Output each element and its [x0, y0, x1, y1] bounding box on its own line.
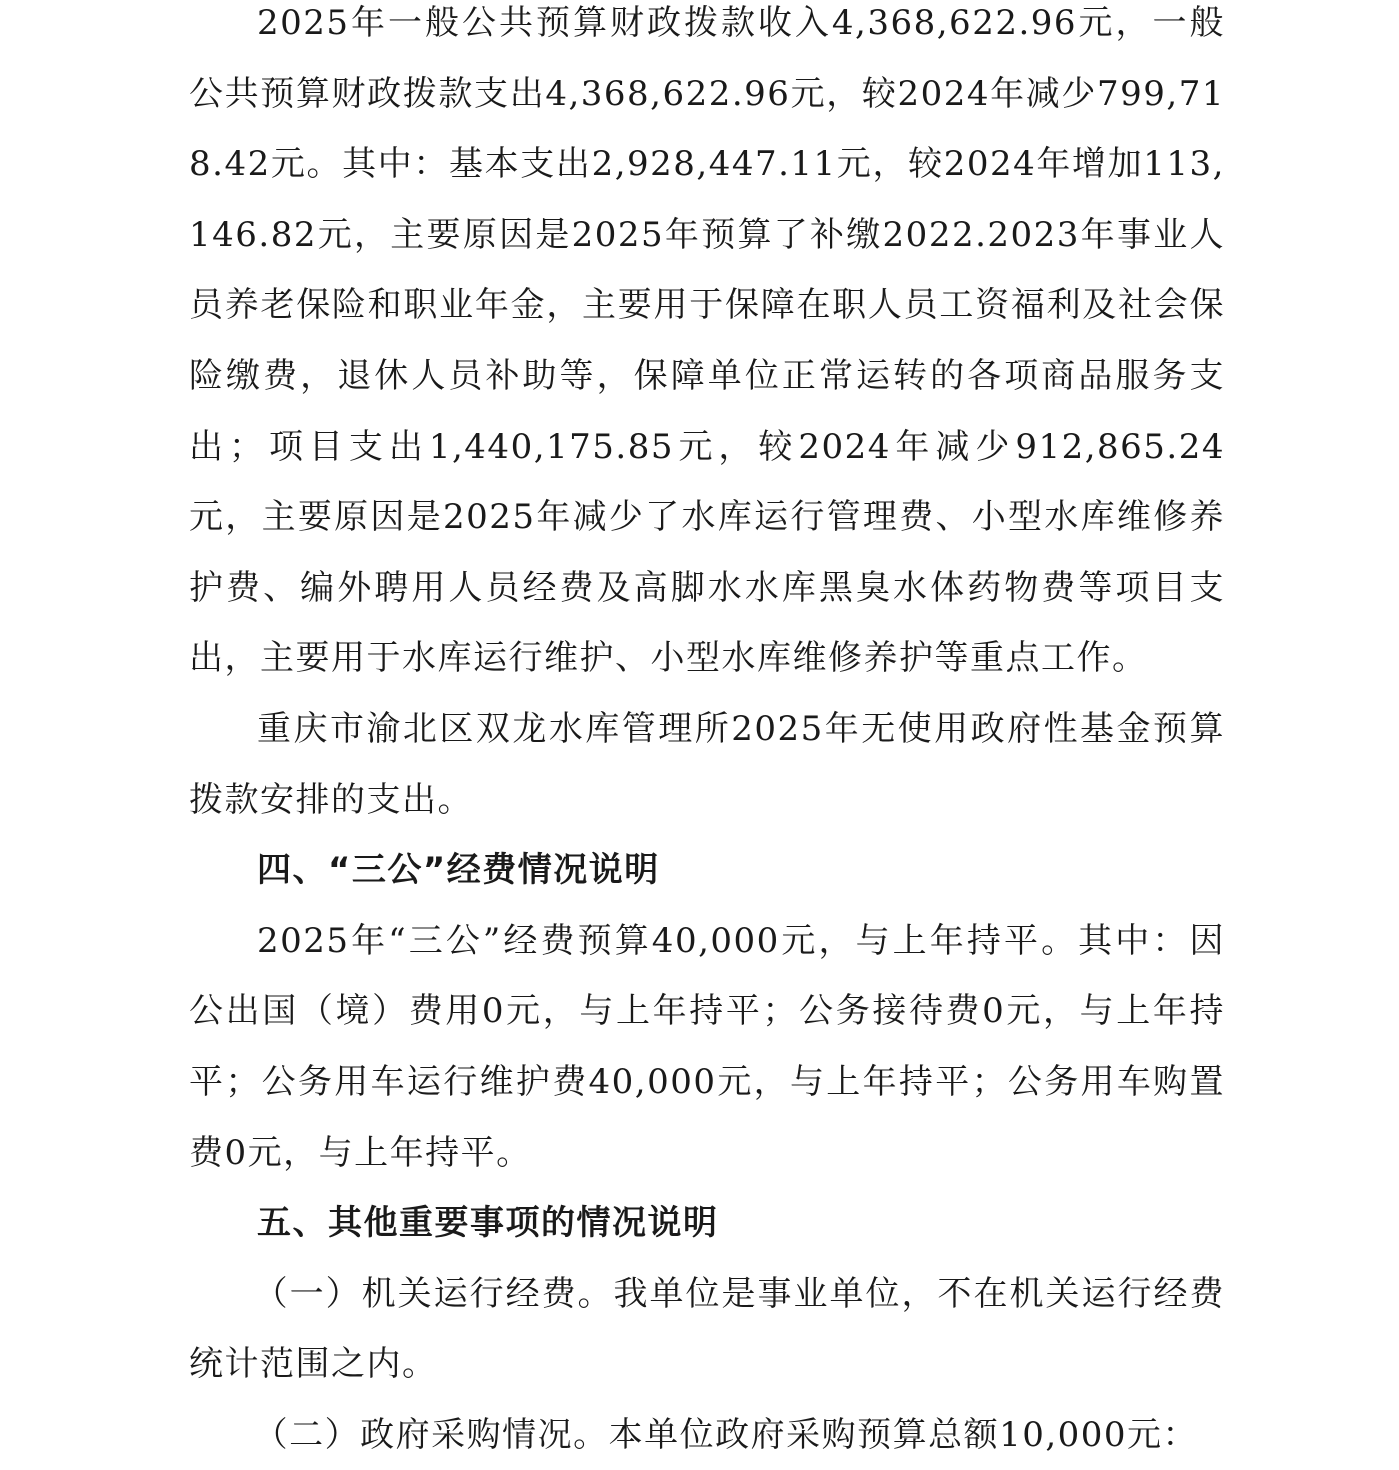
paragraph-budget-expenditure: 2025年一般公共预算财政拨款收入4,368,622.96元，一般公共预算财政拨款支出4,368,622.96元，较2024年减少799,718.42元。其中：基本支出2,928,447.11元，较2024年增加113,146.82元，主要原因是2025年预算了补缴2022.2023年事业人员养老保险和职业年金，主要用于保障在职人员工资福利及社会保险缴费，退休人员补助等，保障单位正常运转的各项商品服务支出；项目支出1,440,175.85元，较2024年减少912,865.24元，主要原因是2025年减少了水库运行管理费、小型水库维修养护费、编外聘用人员经费及高脚水水库黑臭水体药物费等项目支出，主要用于水库运行维护、小型水库维修养护等重点工作。: [189, 3, 1225, 679]
paragraph-government-fund: 重庆市渝北区双龙水库管理所2025年无使用政府性基金预算拨款安排的支出。: [189, 708, 1225, 820]
document-body: [189, 0, 1225, 1470]
paragraph-operating-expenses: （一）机关运行经费。我单位是事业单位，不在机关运行经费统计范围之内。: [189, 1273, 1225, 1385]
paragraph-government-procurement: （二）政府采购情况。本单位政府采购预算总额10,000元：: [253, 1414, 1199, 1455]
paragraph-three-public-budget: 2025年“三公”经费预算40,000元，与上年持平。其中：因公出国（境）费用0元，与上年持平；公务接待费0元，与上年持平；公务用车运行维护费40,000元，与上年持平；公务用车购置费0元，与上年持平。: [189, 920, 1225, 1173]
section-heading-three-public: 四、“三公”经费情况说明: [257, 850, 660, 891]
section-heading-other-matters: 五、其他重要事项的情况说明: [257, 1203, 719, 1244]
